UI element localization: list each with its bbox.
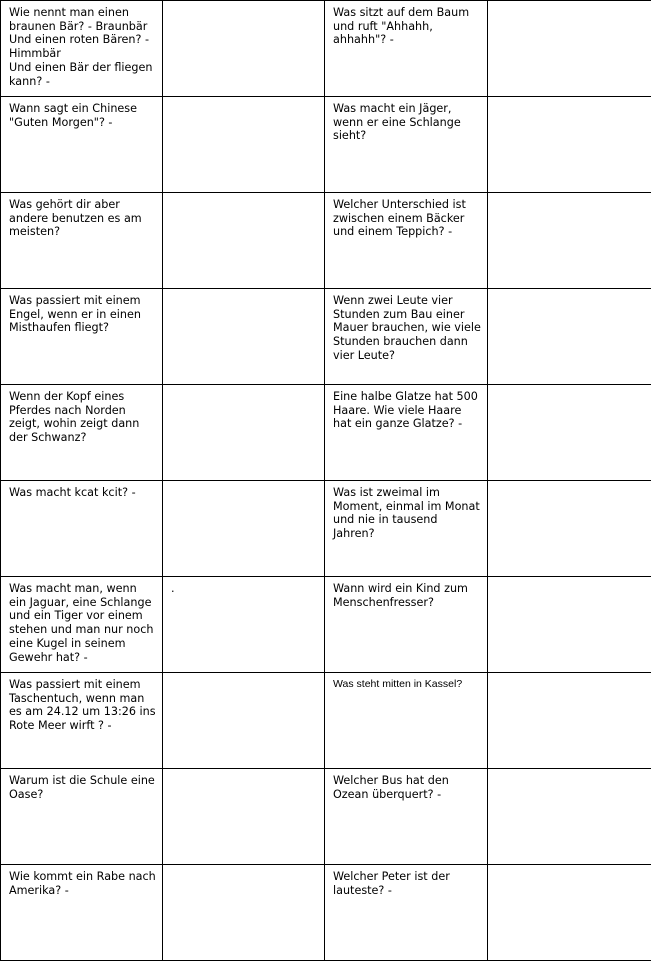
answer-cell[interactable] xyxy=(488,97,651,193)
answer-cell[interactable] xyxy=(163,289,325,385)
answer-cell[interactable] xyxy=(488,865,651,961)
question-cell: Wenn der Kopf eines Pferdes nach Norden zeigt, wohin zeigt dann der Schwanz? xyxy=(1,385,163,481)
answer-cell[interactable] xyxy=(488,1,651,97)
question-cell: Welcher Unterschied ist zwischen einem Bäcker und einem Teppich? - xyxy=(325,193,488,289)
question-cell: Was passiert mit einem Engel, wenn er in einen Misthaufen fliegt? xyxy=(1,289,163,385)
answer-cell[interactable] xyxy=(163,673,325,769)
table-row xyxy=(1,289,651,385)
question-cell: Was macht ein Jäger, wenn er eine Schlange sieht? xyxy=(325,97,488,193)
table-row xyxy=(1,193,651,289)
question-cell: Was macht kcat kcit? - xyxy=(1,481,163,577)
question-cell: Wann sagt ein Chinese "Guten Morgen"? - xyxy=(1,97,163,193)
answer-cell[interactable] xyxy=(163,481,325,577)
question-cell: Wenn zwei Leute vier Stunden zum Bau einer Mauer brauchen, wie viele Stunden brauchen dann vier Leute? xyxy=(325,289,488,385)
answer-cell[interactable] xyxy=(163,97,325,193)
answer-cell[interactable] xyxy=(163,193,325,289)
answer-cell[interactable] xyxy=(488,385,651,481)
answer-cell[interactable] xyxy=(163,385,325,481)
answer-cell[interactable] xyxy=(488,289,651,385)
question-cell: Was gehört dir aber andere benutzen es am meisten? xyxy=(1,193,163,289)
answer-cell[interactable] xyxy=(163,1,325,97)
table-row xyxy=(1,673,651,769)
table-row xyxy=(1,865,651,961)
question-cell: Wie kommt ein Rabe nach Amerika? - xyxy=(1,865,163,961)
answer-cell[interactable] xyxy=(488,673,651,769)
question-cell: Eine halbe Glatze hat 500 Haare. Wie viele Haare hat ein ganze Glatze? - xyxy=(325,385,488,481)
answer-cell[interactable] xyxy=(163,769,325,865)
table-row xyxy=(1,97,651,193)
question-cell: Was macht man, wenn ein Jaguar, eine Schlange und ein Tiger vor einem stehen und man nur noch eine Kugel in seinem Gewehr hat? - xyxy=(1,577,163,673)
answer-cell[interactable] xyxy=(163,865,325,961)
table-row xyxy=(1,769,651,865)
table-row xyxy=(1,481,651,577)
answer-cell[interactable] xyxy=(488,193,651,289)
question-cell: Was passiert mit einem Taschentuch, wenn man es am 24.12 um 13:26 ins Rote Meer wirft ? - xyxy=(1,673,163,769)
table-row xyxy=(1,385,651,481)
question-cell: Was steht mitten in Kassel? xyxy=(325,673,488,769)
answer-cell[interactable] xyxy=(488,769,651,865)
table-row xyxy=(1,1,651,97)
question-cell: Was sitzt auf dem Baum und ruft "Ahhahh, ahhahh"? - xyxy=(325,1,488,97)
question-cell: Was ist zweimal im Moment, einmal im Monat und nie in tausend Jahren? xyxy=(325,481,488,577)
question-cell: Wann wird ein Kind zum Menschenfresser? xyxy=(325,577,488,673)
question-cell: Warum ist die Schule eine Oase? xyxy=(1,769,163,865)
question-cell: Welcher Bus hat den Ozean überquert? - xyxy=(325,769,488,865)
table-row xyxy=(1,577,651,673)
question-cell: Wie nennt man einen braunen Bär? - Braunbär Und einen roten Bären? - Himmbär Und einen Bär der fliegen kann? - xyxy=(1,1,163,97)
answer-cell[interactable]: . xyxy=(163,577,325,673)
answer-cell[interactable] xyxy=(488,577,651,673)
question-cell: Welcher Peter ist der lauteste? - xyxy=(325,865,488,961)
answer-cell[interactable] xyxy=(488,481,651,577)
